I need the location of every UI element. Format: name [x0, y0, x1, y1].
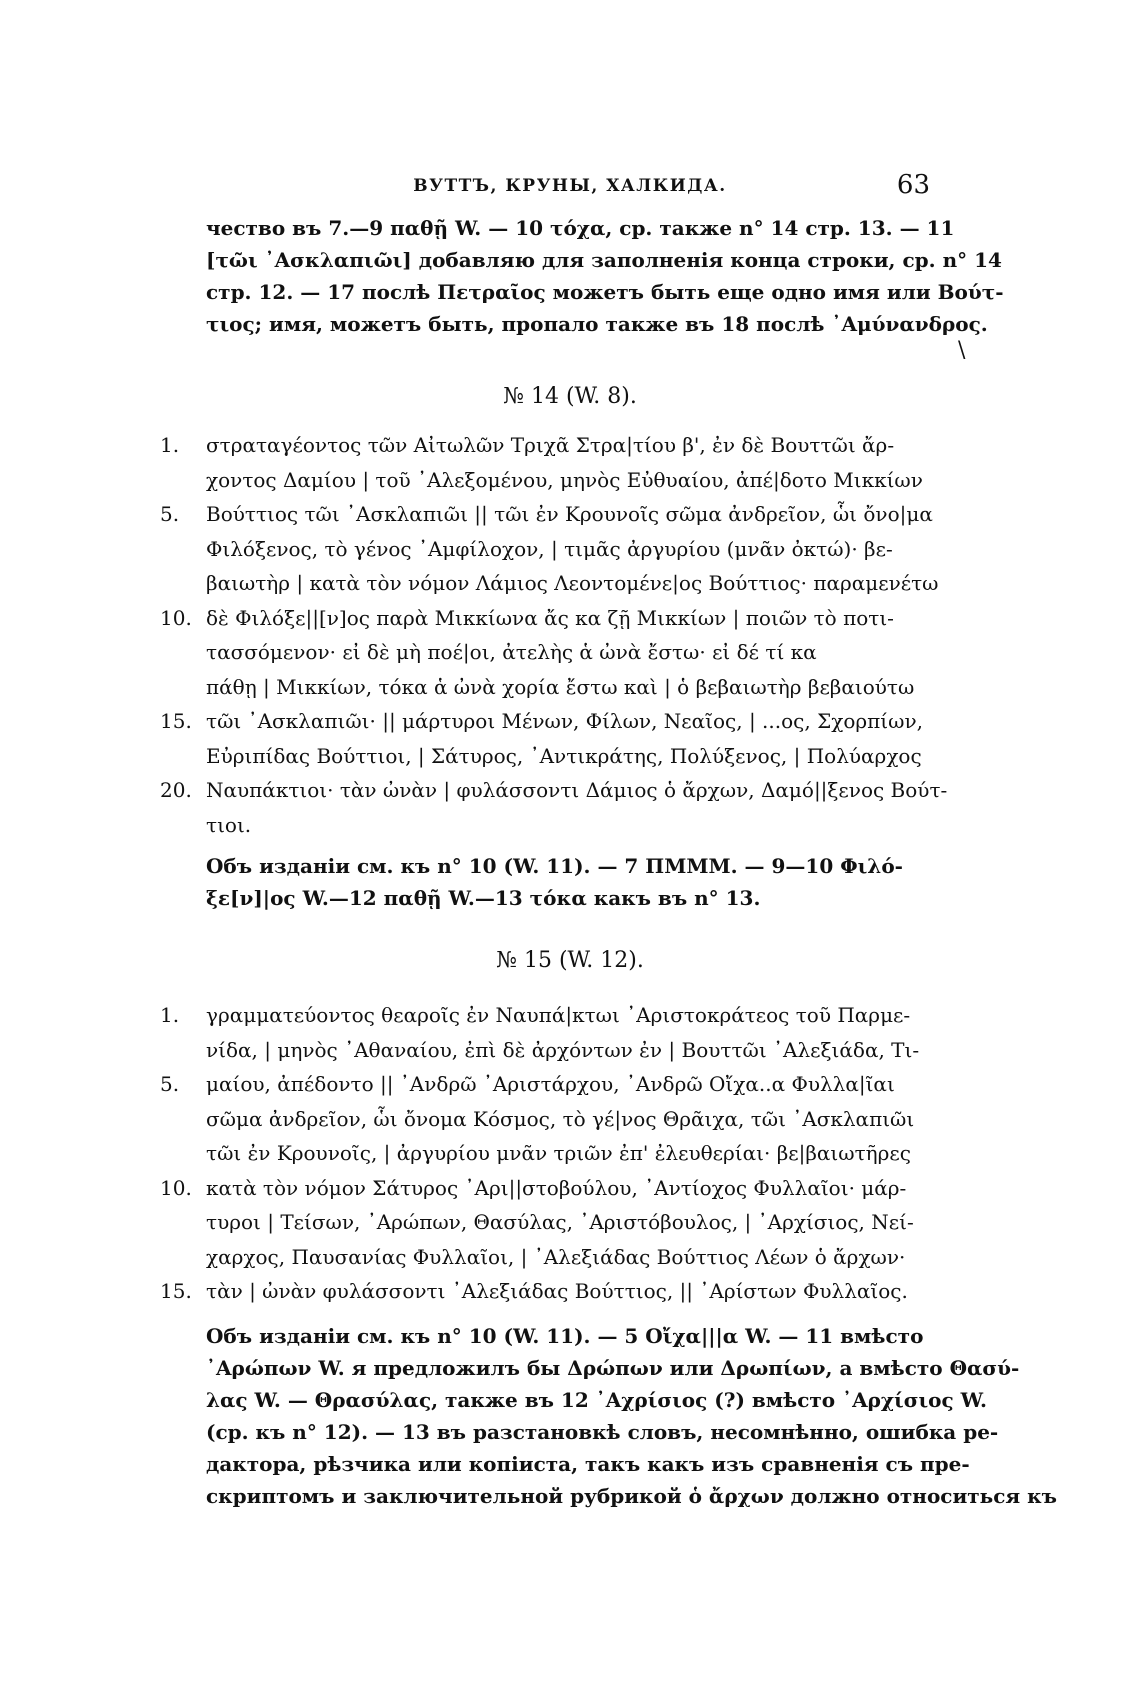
- line-number: [160, 808, 206, 843]
- inscription-line: [160, 566, 940, 601]
- inscription-line: [160, 601, 940, 636]
- running-title: ВУТТЪ, КРУНЫ, ХАЛКИДА.: [413, 176, 727, 196]
- line-text: τὰν | ὠνὰν φυλάσσοντι ᾿Αλεξιάδας Βούττιος, || ᾿Αρίστων Φυλλαῖος.: [206, 1279, 908, 1303]
- line-number: 5.: [160, 1072, 180, 1096]
- line-text: τυροι | Τείσων, ᾿Αρώπων, Θασύλας, ᾿Αριστόβουλος, | ᾿Αρχίσιος, Νεί-: [206, 1210, 914, 1234]
- line-text: τῶι ἐν Κρουνοῖς, | ἀργυρίου μνᾶν τριῶν ἐπ' ἐλευθερίαι· βε|βαιωτῆρες: [206, 1141, 911, 1165]
- inscription-line: [160, 1205, 940, 1240]
- line-number: [160, 1033, 206, 1068]
- note-line: чество въ 7.—9 παθῇ W. — 10 τόχα, ср. также n° 14 стр. 13. — 11: [206, 216, 955, 240]
- line-number: [160, 635, 206, 670]
- line-number: 10.: [160, 1175, 192, 1200]
- line-text: Βούττιος τῶι ᾿Ασκλαπιῶι || τῶι ἐν Κρουνοῖς σῶμα ἀνδρεῖον, ὧι ὄνο|μα: [206, 502, 933, 526]
- line-number: 15.: [160, 709, 192, 733]
- line-text: μαίου, ἀπέδοντο || ᾿Ανδρῶ ᾿Αριστάρχου, ᾿Ανδρῶ Οἴχα..α Φυλλα|ῖαι: [206, 1072, 895, 1096]
- line-number: 10.: [160, 605, 192, 630]
- line-number: 15.: [160, 1279, 192, 1303]
- inscription-line: [160, 808, 940, 843]
- inscription-line: [160, 670, 940, 705]
- line-text: τασσόμενον· εἰ δὲ μὴ ποέ|οι, ἀτελὴς ἁ ὠνὰ ἔστω· εἰ δέ τί κα: [206, 640, 817, 664]
- inscription-line: [160, 739, 940, 774]
- inscription-line: [160, 463, 940, 498]
- line-number: 5.: [160, 502, 180, 526]
- line-text: σῶμα ἀνδρεῖον, ὧι ὄνομα Κόσμος, τὸ γέ|νος Θρᾶιχα, τῶι ᾿Ασκλαπιῶι: [206, 1106, 915, 1131]
- line-text: γραμματεύοντος θεαροῖς ἐν Ναυπά|κτωι ᾿Αριστοκράτεος τοῦ Παρμε-: [206, 1003, 911, 1027]
- line-text: τιοι.: [206, 812, 252, 837]
- inscription-line: [160, 1136, 940, 1171]
- top-note: [206, 212, 1004, 340]
- line-number: [160, 1240, 206, 1275]
- line-number: [160, 532, 206, 567]
- inscription-line: [160, 532, 940, 567]
- line-text: τῶι ᾿Ασκλαπιῶι· || μάρτυροι Μένων, Φίλων, Νεαῖος, | ...ος, Σχορπίων,: [206, 709, 923, 733]
- inscription-line: [160, 704, 940, 739]
- line-text: δὲ Φιλόξε||[ν]ος παρὰ Μικκίωνα ἄς κα ζῇ Μικκίων | ποιῶν τὸ ποτι-: [206, 605, 894, 630]
- commentary-line: ξε[ν]|ος W.—12 παθῇ W.—13 τόκα какъ въ n° 13.: [206, 886, 761, 910]
- inscription-15-heading: № 15 (W. 12).: [496, 948, 644, 973]
- inscription-line: [160, 635, 940, 670]
- commentary-line: ᾿Αρώπων W. я предложилъ бы Δρώπων или Δρωπίων, а вмѣсто Θασύ-: [206, 1356, 1020, 1380]
- commentary-line: скриптомъ и заключительной рубрикой ὁ ἄρχων должно относиться къ: [206, 1484, 1057, 1508]
- commentary-line: дактора, рѣзчика или копіиста, такъ какъ изъ сравненія съ пре-: [206, 1452, 970, 1476]
- commentary-line: (ср. къ n° 12). — 13 въ разстановкѣ словъ, несомнѣнно, ошибка ре-: [206, 1420, 999, 1444]
- line-text: κατὰ τὸν νόμον Σάτυρος ᾿Αρι||στοβούλου, ᾿Αντίοχος Φυλλαῖοι· μάρ-: [206, 1175, 907, 1200]
- commentary-line: Объ изданіи см. къ n° 10 (W. 11). — 7 ΠΜΜΜ. — 9—10 Φιλό-: [206, 854, 903, 878]
- inscription-15-commentary: [206, 1320, 1057, 1512]
- line-text: βαιωτὴρ | κατὰ τὸν νόμον Λάμιος Λεοντομένε|ος Βούττιος· παραμενέτω: [206, 571, 939, 595]
- line-number: [160, 739, 206, 774]
- line-number: [160, 1205, 206, 1240]
- line-number: 1.: [160, 433, 180, 457]
- line-text: χοντος Δαμίου | τοῦ ᾿Αλεξομένου, μηνὸς Εὐθυαίου, ἀπέ|δοτο Μικκίων: [206, 467, 923, 492]
- inscription-line: [160, 773, 948, 808]
- inscription-line: [160, 1240, 940, 1275]
- commentary-line: Объ изданіи см. къ n° 10 (W. 11). — 5 Οἴχα|||α W. — 11 вмѣсто: [206, 1324, 924, 1348]
- inscription-line: [160, 497, 940, 532]
- line-text: πάθῃ | Μικκίων, τόκα ἁ ὠνὰ χορία ἔστω καὶ | ὁ βεβαιωτὴρ βεβαιούτω: [206, 674, 915, 699]
- page-number: 63: [896, 170, 930, 200]
- inscription-line: [160, 1067, 940, 1102]
- line-text: χαρχος, Παυσανίας Φυλλαῖοι, | ᾿Αλεξιάδας Βούττιος Λέων ὁ ἄρχων·: [206, 1244, 906, 1269]
- inscription-line: [160, 1102, 940, 1137]
- line-number: [160, 463, 206, 498]
- commentary-line: λας W. — Θρασύλας, также въ 12 ᾿Αχρίσιος (?) вмѣсто ᾿Αρχίσιος W.: [206, 1388, 987, 1412]
- line-text: Εὐριπίδας Βούττιοι, | Σάτυρος, ᾿Αντικράτης, Πολύξενος, | Πολύαρχος: [206, 743, 922, 768]
- inscription-line: [160, 998, 940, 1033]
- inscription-14-text: [160, 428, 948, 842]
- line-text: Ναυπάκτιοι· τὰν ὠνὰν | φυλάσσοντι Δάμιος ὁ ἄρχων, Δαμό||ξενος Βούτ-: [206, 778, 948, 802]
- inscription-14-commentary: [206, 850, 934, 914]
- line-number: 20.: [160, 778, 192, 802]
- inscription-line: [160, 428, 940, 463]
- note-line: стр. 12. — 17 послѣ Πετραῖος можетъ быть еще одно имя или Βούτ-: [206, 280, 1004, 304]
- margin-mark: \: [958, 338, 966, 363]
- line-text: Φιλόξενος, τὸ γένος ᾿Αμφίλοχον, | τιμᾶς ἀργυρίου (μνᾶν ὀκτώ)· βε-: [206, 536, 893, 561]
- line-text: στραταγέοντος τῶν Αἰτωλῶν Τριχᾶ Στρα|τίου β', ἐν δὲ Βουττῶι ἄρ-: [206, 433, 895, 457]
- line-number: 1.: [160, 1003, 180, 1027]
- note-line: τιος; имя, можетъ быть, пропало также въ 18 послѣ ᾿Αμύνανδρος.: [206, 312, 988, 336]
- inscription-14-heading: № 14 (W. 8).: [503, 384, 637, 409]
- inscription-line: [160, 1171, 940, 1206]
- line-number: [160, 566, 206, 601]
- line-number: [160, 1136, 206, 1171]
- inscription-line: [160, 1274, 940, 1309]
- line-text: νίδα, | μηνὸς ᾿Αθαναίου, ἐπὶ δὲ ἀρχόντων ἐν | Βουττῶι ᾿Αλεξιάδα, Τι-: [206, 1037, 920, 1062]
- line-number: [160, 1102, 206, 1137]
- inscription-15-text: [160, 998, 940, 1309]
- note-line: [τῶι ᾿Ασκλαπιῶι] добавляю для заполненія конца строки, ср. n° 14: [206, 248, 1002, 272]
- inscription-line: [160, 1033, 940, 1068]
- line-number: [160, 670, 206, 705]
